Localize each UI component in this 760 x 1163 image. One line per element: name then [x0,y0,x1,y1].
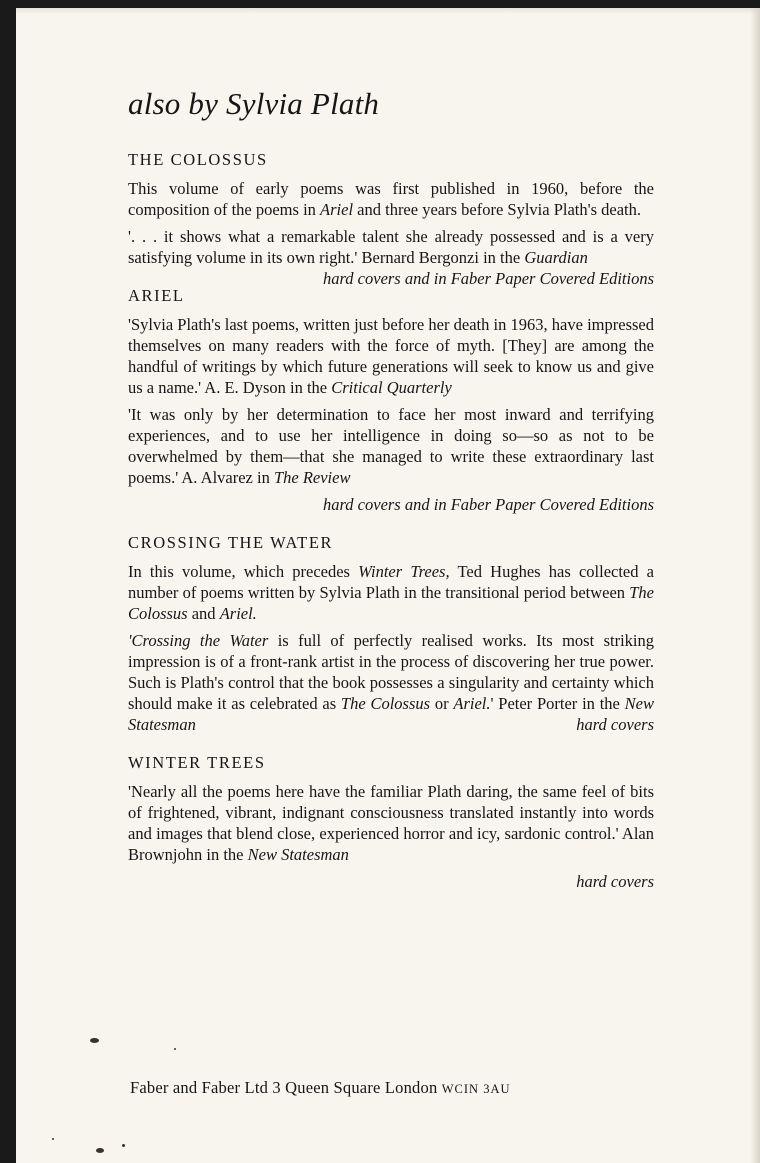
text-run: and [187,604,220,623]
text-run: ' Peter Porter in the [490,694,625,713]
page-content [128,86,654,910]
section-title: WINTER TREES [128,753,266,772]
review-paragraph [128,630,654,735]
review-paragraph [128,314,654,398]
review-source: New Statesman [128,694,654,734]
postcode: WCIN 3AU [441,1082,511,1096]
section-crossing-the-water [128,533,654,735]
availability-note: hard covers [576,715,654,734]
section-winter-trees [128,753,654,892]
review-paragraph [128,226,654,288]
review-quote: 'Sylvia Plath's last poems, written just before her death in 1963, have impressed themselves on many readers with the force of myth. [They] are among the handful of writings by which future generations will seek to know us and give us a name.' A. E. Dyson in the [128,315,654,397]
text-run: and three years before Sylvia Plath's death. [353,200,641,219]
section-title: ARIEL [128,286,185,305]
review-quote: 'Nearly all the poems here have the familiar Plath daring, the same feel of bits of frightened, vibrant, indignant consciousness translated instantly into words and images that blend close, experienced horror and icy, sardonic control.' Alan Brownjohn in the [128,782,654,864]
book-title: Ariel. [219,604,257,623]
paper-speck [122,1144,125,1147]
review-quote: '. . . it shows what a remarkable talent she already possessed and is a very satisfying volume in its own right.' Bernard Bergonzi in the [128,227,654,267]
page-shadow-right [750,8,760,1163]
book-title: 'Crossing the Water [128,631,269,650]
review-source: Guardian [524,248,588,267]
text-run: or [430,694,454,713]
paper-speck [96,1148,104,1153]
publisher-address: Faber and Faber Ltd 3 Queen Square London [130,1078,438,1097]
section-the-colossus [128,150,654,288]
description-paragraph [128,561,654,624]
paper-speck [174,1048,176,1050]
review-quote: 'It was only by her determination to face her most inward and terrifying experiences, and to use her intelligence in doing so—so as not to be overwhelmed by them—that she managed to write these extraordinary last poems.' A. Alvarez in [128,405,654,487]
book-title: Winter Trees, [358,562,450,581]
paper-speck [90,1038,99,1043]
text-run: This volume of early poems was first published in 1960, before the composition of the poems in [128,179,654,219]
page-heading: also by Sylvia Plath [128,86,380,121]
book-title: Ariel. [453,694,491,713]
page-shadow-top [16,8,760,14]
review-quote: is full of perfectly realised works. Its most striking impression is of a front-rank artist in the process of discovering her true power. Such is Plath's control that the book possesses a singularity and certainty which should make it as celebrated as [128,631,654,713]
book-title: The Colossus [128,583,654,623]
section-ariel [128,286,654,515]
section-title: CROSSING THE WATER [128,533,334,552]
availability-note: hard covers [576,872,654,891]
book-title: The Colossus [340,694,431,713]
section-title: THE COLOSSUS [128,150,268,169]
book-title: Ariel [320,200,354,219]
review-source: The Review [273,468,351,487]
paper-speck [52,1138,54,1140]
book-page [16,8,760,1163]
availability-note: hard covers and in Faber Paper Covered Editions [322,269,654,288]
review-paragraph [128,781,654,865]
text-run: Ted Hughes has collected a number of poems written by Sylvia Plath in the transitional period between [128,562,655,602]
text-run: In this volume, which precedes [128,562,359,581]
review-source: Critical Quarterly [331,378,452,397]
publisher-imprint [130,1078,511,1098]
review-source: New Statesman [247,845,349,864]
availability-note: hard covers and in Faber Paper Covered Editions [322,495,654,514]
review-paragraph [128,404,654,488]
description-paragraph [128,178,654,220]
